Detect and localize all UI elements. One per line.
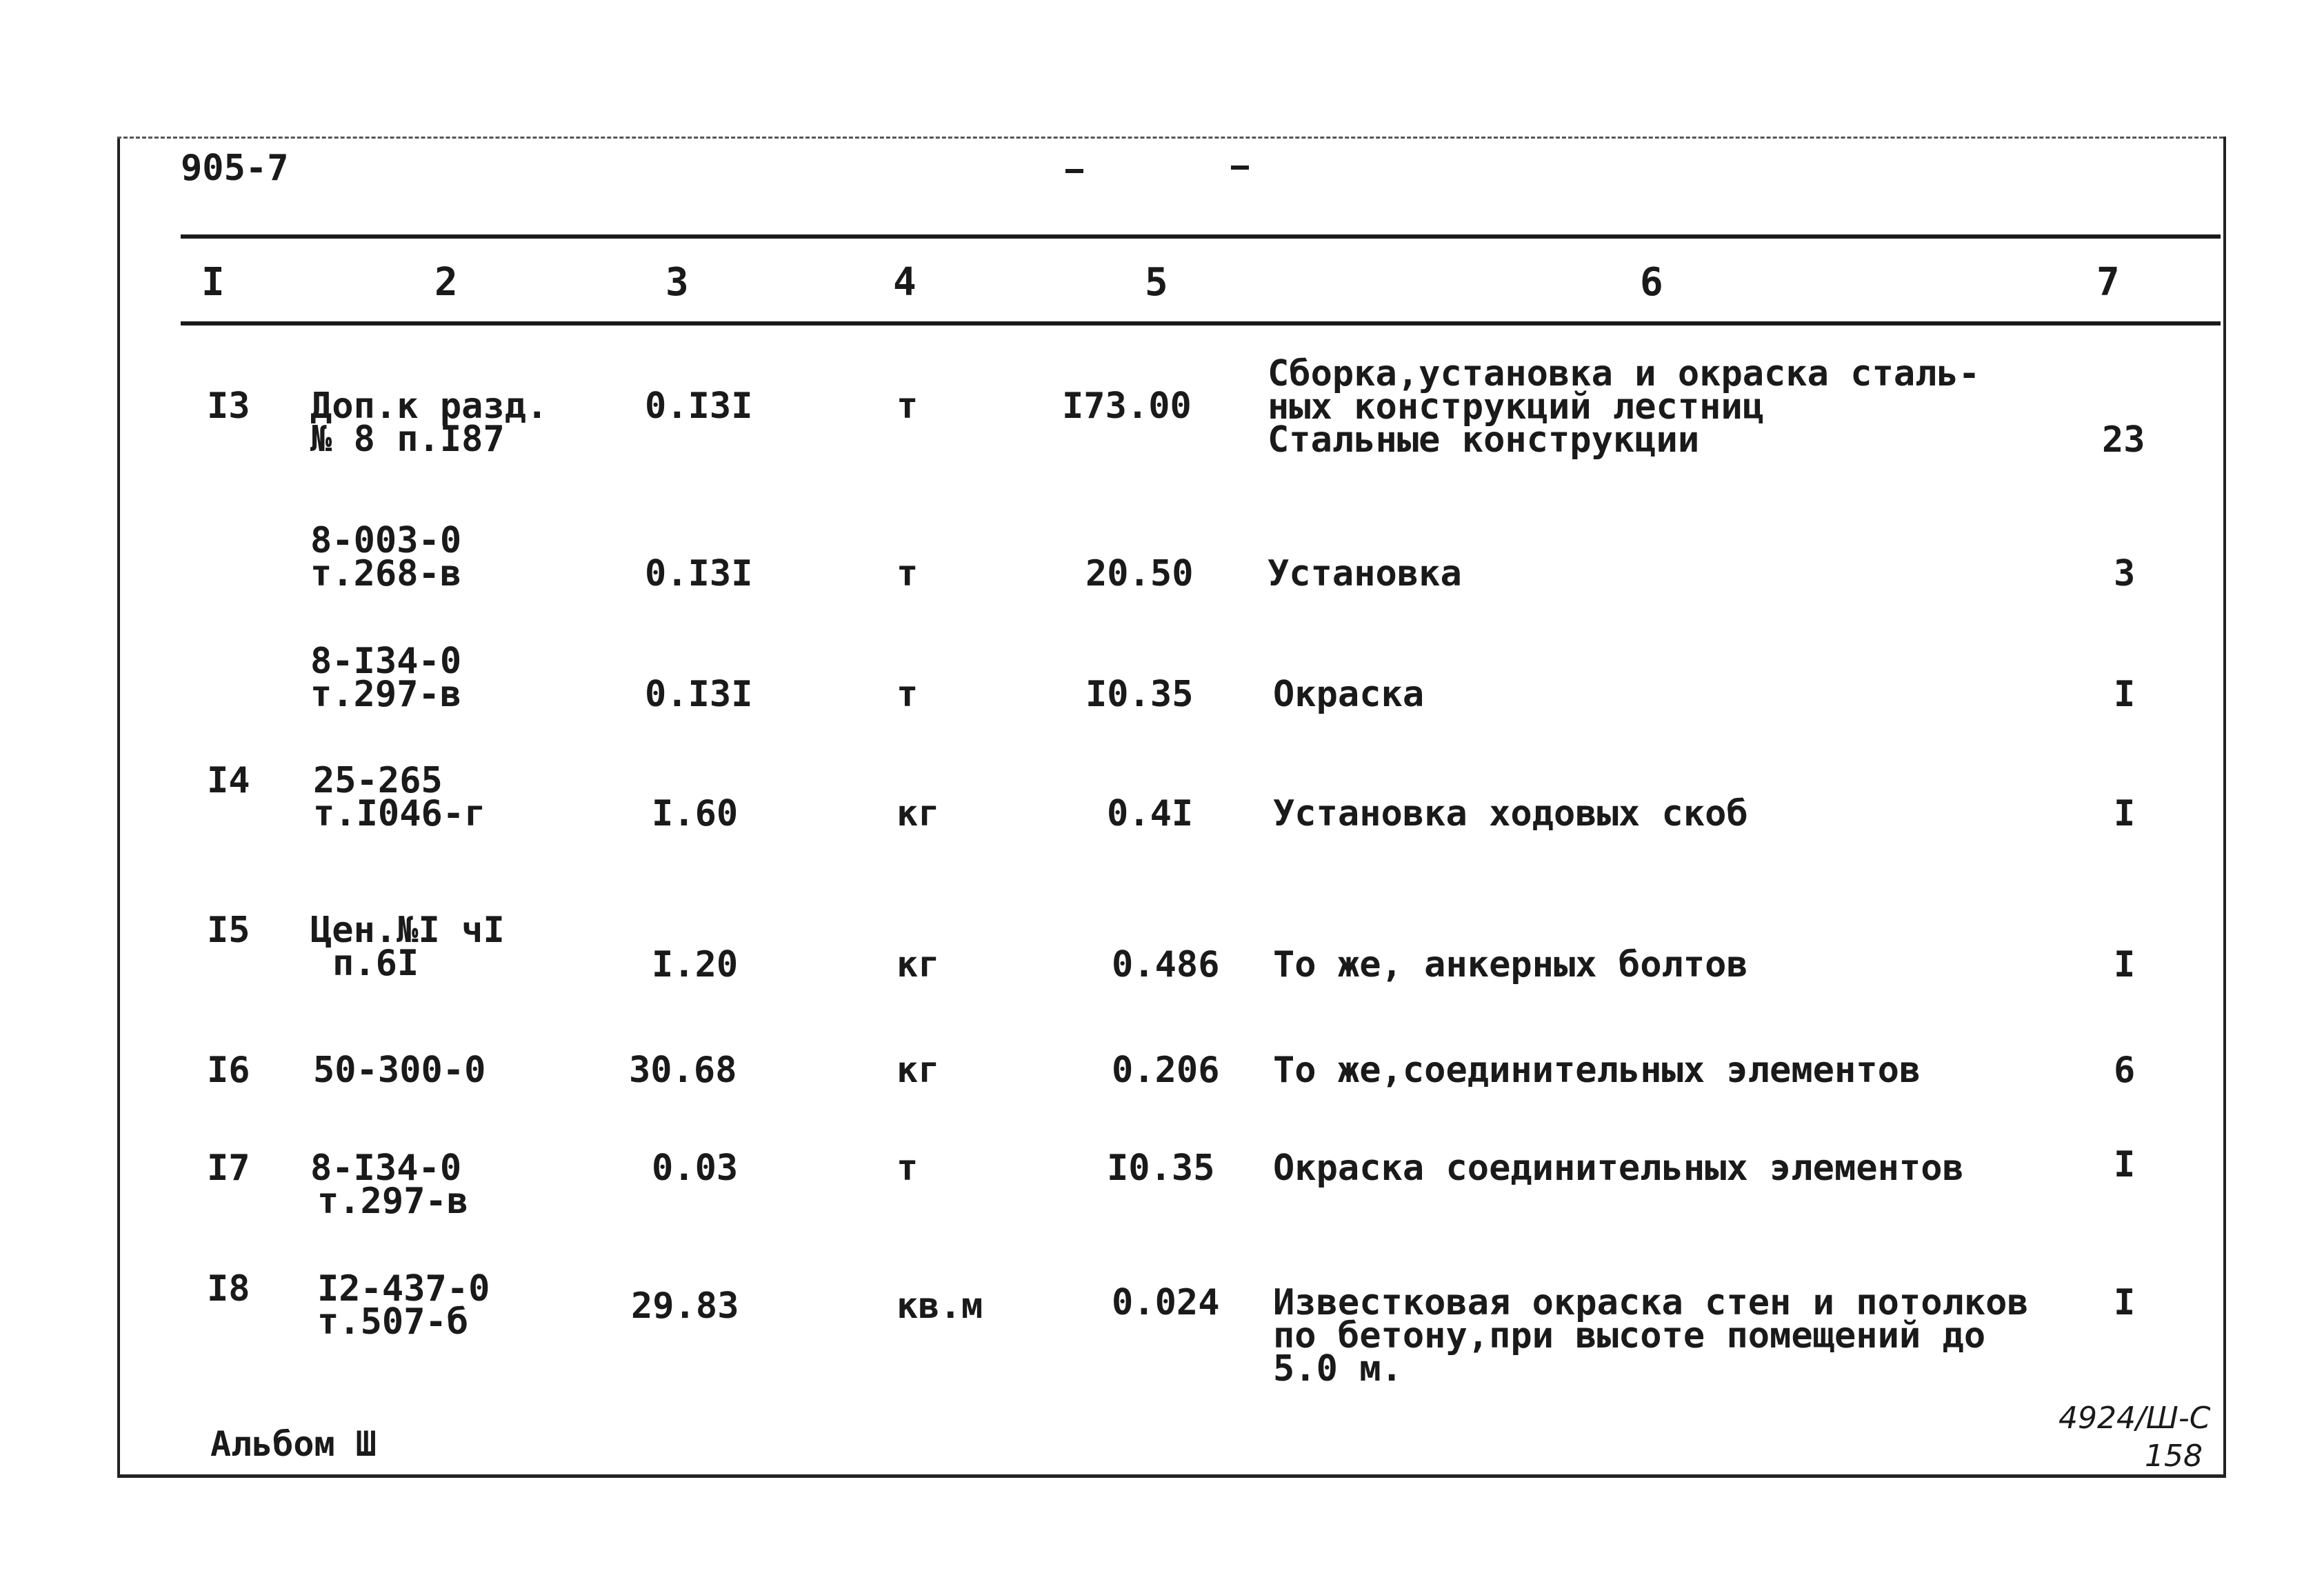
unit-rate: I0.35 [1107, 1148, 1215, 1189]
quantity: 0.I3I [645, 553, 753, 594]
description: Установка ходовых скоб [1273, 793, 1748, 834]
header-dash [1065, 169, 1083, 173]
price-reference: т.I046-г [313, 793, 486, 834]
column-7-value: 23 [2102, 419, 2145, 461]
price-reference: т.507-б [317, 1301, 469, 1343]
column-7-value: I [2114, 944, 2136, 985]
description: То же,соединительных элементов [1273, 1050, 1921, 1091]
quantity: 29.83 [631, 1285, 739, 1327]
quantity: 0.I3I [645, 674, 753, 715]
price-reference: п.6I [332, 943, 419, 984]
unit: кг [896, 944, 940, 985]
column-header-2: 2 [434, 260, 458, 305]
column-7-value: I [2114, 793, 2136, 834]
column-7-value: 3 [2114, 553, 2136, 594]
price-reference: т.297-в [317, 1181, 469, 1222]
row-number: I7 [207, 1148, 250, 1189]
price-reference: I2-437-0 [317, 1268, 490, 1310]
column-7-value: I [2114, 1144, 2136, 1185]
description: по бетону,при высоте помещений до [1273, 1315, 1986, 1356]
description: Стальные конструкции [1268, 419, 1700, 461]
column-header-5: 5 [1145, 260, 1168, 305]
unit: кв.м [896, 1285, 983, 1327]
price-reference: 8-I34-0 [310, 641, 462, 682]
column-header-1: I [201, 260, 225, 305]
header-bottom-rule [181, 321, 2221, 325]
row-number: I4 [207, 760, 250, 801]
row-number: I8 [207, 1268, 250, 1310]
row-number: I3 [207, 385, 250, 427]
column-header-3: 3 [665, 260, 689, 305]
column-header-7: 7 [2096, 260, 2120, 305]
unit: кг [896, 1050, 940, 1091]
unit: т [896, 1148, 919, 1189]
description: Сборка,установка и окраска сталь- [1268, 353, 1981, 394]
unit-rate: I0.35 [1085, 674, 1194, 715]
price-reference: т.297-в [310, 674, 462, 715]
column-7-value: 6 [2114, 1050, 2136, 1091]
unit-rate: 0.024 [1112, 1282, 1220, 1323]
price-reference: т.268-в [310, 553, 462, 594]
price-reference: 25-265 [313, 760, 443, 801]
page-number: 158 [2145, 1439, 2203, 1474]
description: Известковая окраска стен и потолков [1273, 1282, 2029, 1323]
document-stamp-code: 4924/Ш-С [2058, 1401, 2211, 1436]
row-number: I5 [207, 910, 250, 951]
price-reference: 8-003-0 [310, 520, 462, 561]
unit: т [896, 553, 919, 594]
column-7-value: I [2114, 1282, 2136, 1323]
unit: т [896, 385, 919, 427]
description: 5.0 м. [1273, 1348, 1403, 1390]
page-frame-top-edge [117, 137, 2223, 139]
quantity: 30.68 [629, 1050, 737, 1091]
description: Установка [1268, 553, 1462, 594]
price-reference: 50-300-0 [313, 1050, 486, 1091]
column-header-6: 6 [1640, 260, 1663, 305]
unit-rate: 20.50 [1085, 553, 1194, 594]
header-dash [1231, 166, 1249, 170]
price-reference: № 8 п.I87 [310, 419, 505, 460]
album-label: Альбом Ш [210, 1424, 377, 1464]
unit: кг [896, 793, 940, 834]
description: Окраска [1273, 674, 1425, 715]
description: Окраска соединительных элементов [1273, 1148, 1964, 1189]
quantity: I.20 [652, 944, 739, 985]
unit-rate: 0.4I [1107, 793, 1194, 834]
description: ных конструкций лестниц [1268, 386, 1765, 428]
column-header-4: 4 [893, 260, 916, 305]
quantity: 0.I3I [645, 385, 753, 427]
unit-rate: 0.206 [1112, 1050, 1220, 1091]
unit: т [896, 674, 919, 715]
quantity: I.60 [652, 793, 739, 834]
row-number: I6 [207, 1050, 250, 1091]
unit-rate: 0.486 [1112, 944, 1220, 985]
price-reference: Доп.к разд. [310, 385, 548, 427]
quantity: 0.03 [652, 1148, 739, 1189]
description: То же, анкерных болтов [1273, 944, 1748, 985]
header-top-rule [181, 234, 2221, 239]
price-reference: 8-I34-0 [310, 1148, 462, 1189]
unit-rate: I73.00 [1062, 385, 1192, 427]
price-reference: Цен.№I чI [310, 910, 505, 951]
column-7-value: I [2114, 674, 2136, 715]
document-code: 905-7 [181, 148, 289, 189]
